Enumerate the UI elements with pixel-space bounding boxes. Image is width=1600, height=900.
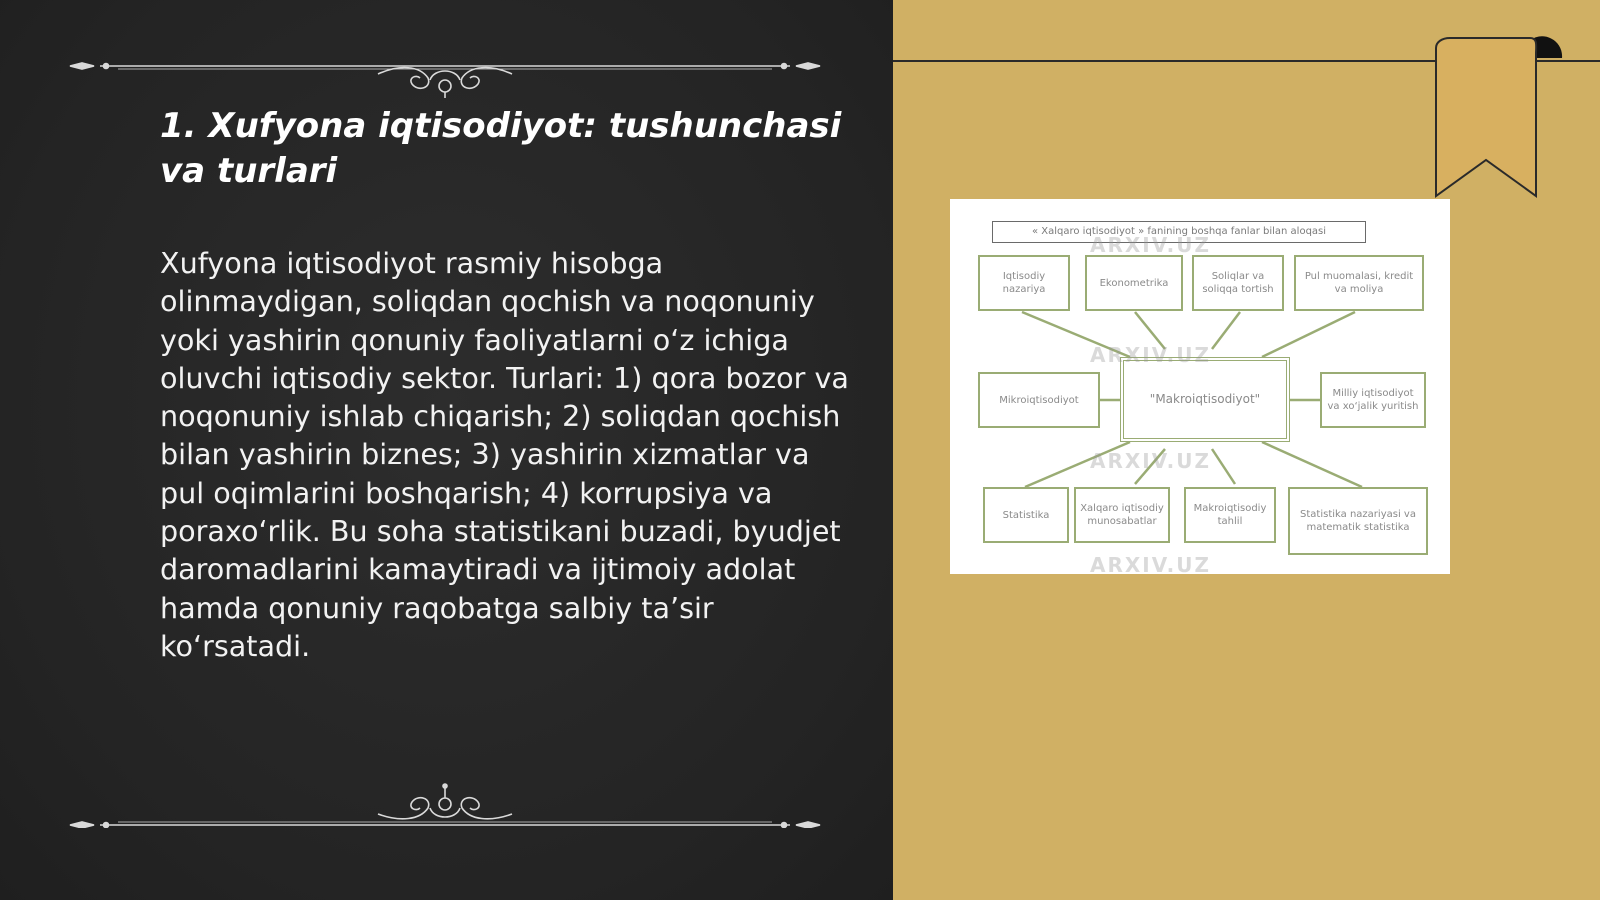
diagram-box-center: "Makroiqtisodiyot" xyxy=(1120,357,1290,442)
slide-title: 1. Xufyona iqtisodiyot: tushunchasi va turlari xyxy=(160,106,842,191)
diagram-box-bottom-1: Statistika xyxy=(983,487,1069,543)
diagram-box-bottom-2: Xalqaro iqtisodiy munosabatlar xyxy=(1074,487,1170,543)
watermark-text: ARXIV.UZ xyxy=(1090,233,1211,257)
diagram-title: « Xalqaro iqtisodiyot » fanining boshqa fanlar bilan aloqasi xyxy=(992,221,1366,243)
diagram-box-left: Mikroiqtisodiyot xyxy=(978,372,1100,428)
flourish-divider-top xyxy=(60,38,830,98)
diagram-box-bottom-4: Statistika nazariyasi va matematik statistika xyxy=(1288,487,1428,555)
diagram-image xyxy=(950,199,1450,574)
watermark-text: ARXIV.UZ xyxy=(1090,449,1211,473)
watermark-text: ARXIV.UZ xyxy=(1090,553,1211,574)
watermark-text: ARXIV.UZ xyxy=(1090,343,1211,367)
bookmark-icon xyxy=(1434,36,1564,198)
slide-body-text: Xufyona iqtisodiyot rasmiy hisobga olinmaydigan, soliqdan qochish va noqonuniy yoki yashirin qonuniy faoliyatlarni o‘z ichiga oluvchi iqtisodiy sektor. Turlari: 1) qora bozor va noqonuniy ishlab chiqarish; 2) soliqdan qochish bilan yashirin biznes; 3) yashirin xizmatlar va pul oqimlarini boshqarish; 4) korrupsiya va poraxo‘rlik. Bu soha statistikani buzadi, byudjet daromadlarini kamaytiradi va ijtimoiy adolat hamda qonuniy raqobatga salbiy ta’sir ko‘rsatadi. xyxy=(160,246,849,663)
diagram-box-right: Milliy iqtisodiyot va xo‘jalik yuritish xyxy=(1320,372,1426,428)
diagram-box-bottom-3: Makroiqtisodiy tahlil xyxy=(1184,487,1276,543)
flourish-divider-bottom xyxy=(60,768,830,828)
diagram-box-top-3: Soliqlar va soliqqa tortish xyxy=(1192,255,1284,311)
diagram-box-top-1: Iqtisodiy nazariya xyxy=(978,255,1070,311)
diagram-box-top-2: Ekonometrika xyxy=(1085,255,1183,311)
diagram-box-top-4: Pul muomalasi, kredit va moliya xyxy=(1294,255,1424,311)
